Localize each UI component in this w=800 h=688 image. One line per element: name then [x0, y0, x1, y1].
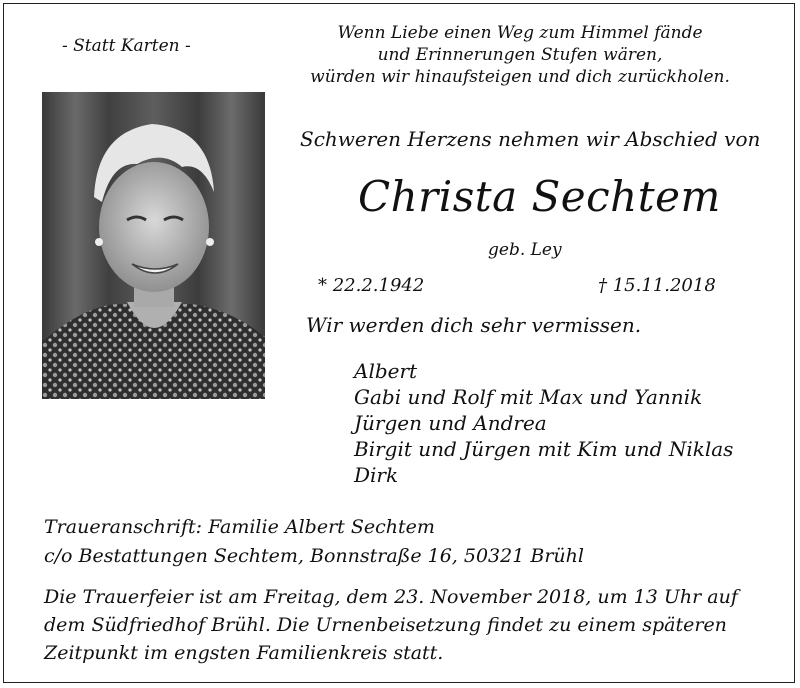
poem-line: würden wir hinaufsteigen und dich zurückholen. — [310, 67, 730, 87]
miss-text: Wir werden dich sehr vermissen. — [306, 313, 642, 337]
mourners-list — [354, 358, 733, 488]
mourner-name: Birgit und Jürgen mit Kim und Niklas — [354, 437, 734, 461]
maiden-name: geb. Ley — [488, 240, 562, 260]
birth-date: * 22.2.1942 — [318, 275, 425, 296]
ceremony-text-span: dem Südfriedhof Brühl. Die Urnenbeisetzung findet zu einem späteren — [44, 614, 727, 636]
poem — [300, 22, 740, 88]
deceased-name: Christa Sechtem — [358, 172, 721, 221]
address-line: c/o Bestattungen Sechtem, Bonnstraße 16, 50321 Brühl — [44, 545, 584, 567]
portrait-photo — [42, 92, 265, 399]
ceremony-text-span: Die Trauerfeier ist am Freitag, dem 23. November 2018, um 13 Uhr auf — [44, 586, 738, 608]
statt-karten-label: - Statt Karten - — [62, 36, 191, 56]
intro-text: Schweren Herzens nehmen wir Abschied von — [300, 127, 761, 151]
ceremony-text-span: Zeitpunkt im engsten Familienkreis statt. — [44, 642, 444, 664]
mourner-name: Gabi und Rolf mit Max und Yannik — [354, 385, 703, 409]
mourner-name: Dirk — [354, 463, 399, 487]
address-line: Traueranschrift: Familie Albert Sechtem — [44, 516, 435, 538]
ceremony-line-3 — [44, 639, 759, 667]
mourner-name: Albert — [354, 359, 418, 383]
mourning-address — [44, 513, 584, 571]
death-date: † 15.11.2018 — [598, 275, 716, 296]
ceremony-text — [44, 583, 759, 667]
mourner-name: Jürgen und Andrea — [354, 411, 547, 435]
ceremony-line-1 — [44, 583, 759, 611]
ceremony-line-2 — [44, 611, 759, 639]
poem-line: und Erinnerungen Stufen wären, — [377, 45, 663, 65]
poem-line: Wenn Liebe einen Weg zum Himmel fände — [337, 23, 703, 43]
